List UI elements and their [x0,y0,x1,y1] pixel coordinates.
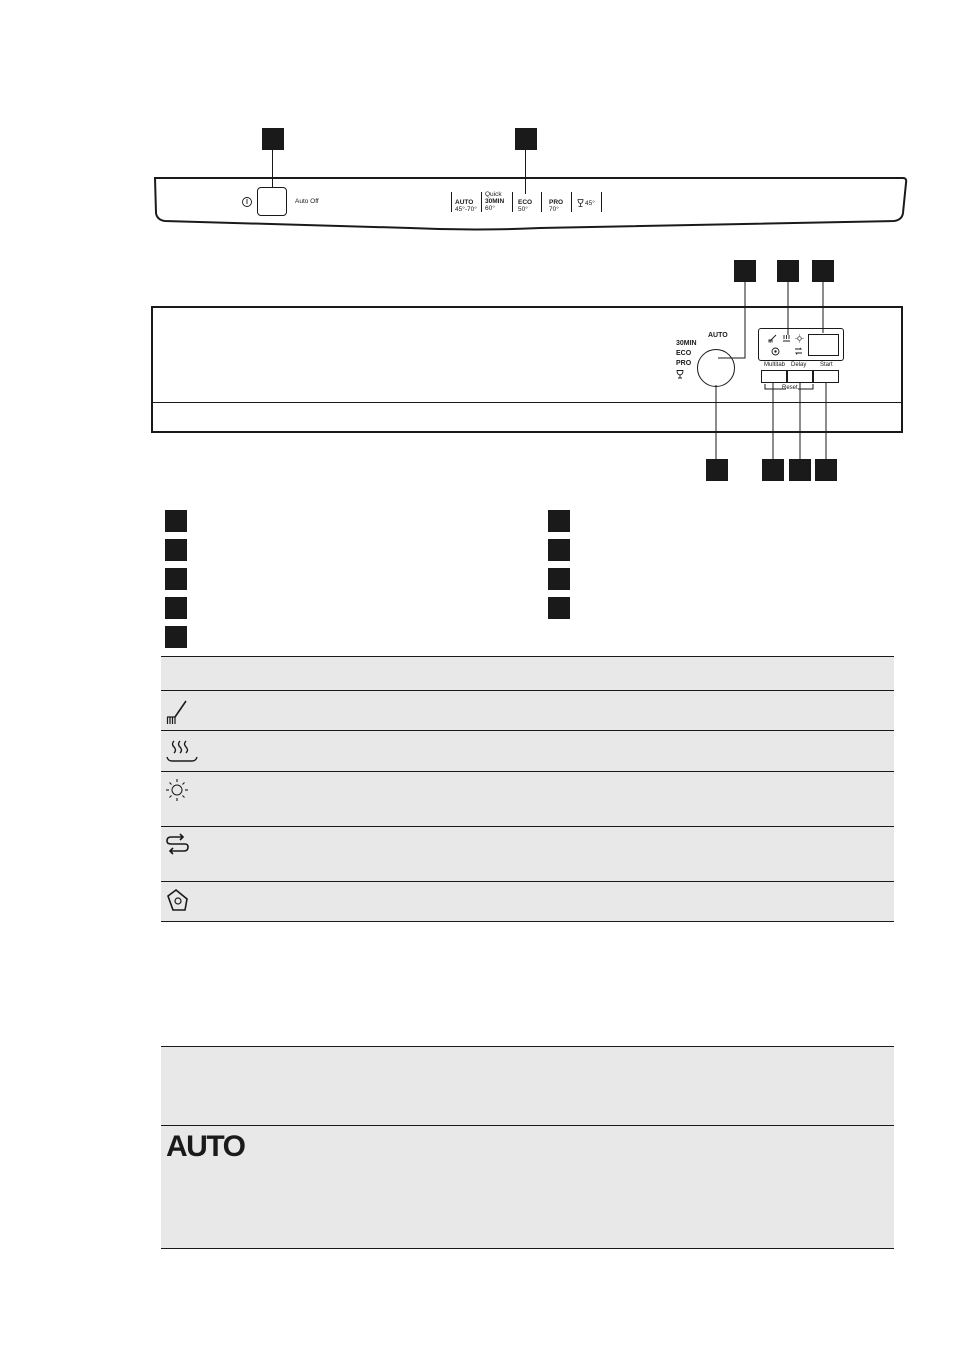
table-row-multitab [161,826,894,881]
dial-label-pro: PRO [676,360,692,367]
start-button[interactable] [813,370,839,383]
salt-icon [165,888,191,914]
brush-icon [768,334,777,343]
prog-extra: 60° [485,205,495,212]
dial-label-auto: AUTO [708,332,728,339]
drying-icon [782,334,791,343]
rinse-aid-icon [795,334,804,343]
legend-marker [165,626,187,648]
callout-marker-8 [789,459,811,481]
legend-marker [165,539,187,561]
brush-icon [165,697,191,725]
delay-button[interactable] [787,370,813,383]
callout-lines [0,0,954,500]
table-row-brush [161,690,894,730]
dial-label-eco: ECO [676,350,692,357]
table-header-row [161,656,894,690]
multitab-icon [165,833,191,859]
table-row-rinse-aid [161,771,894,826]
legend-marker [548,568,570,590]
prog-name: AUTO [455,199,474,206]
programme-header-row [161,1046,894,1125]
prog-detail: 50° [518,206,528,213]
delay-label: Delay [791,362,807,368]
prog-name: Quick [485,191,502,198]
callout-marker-6 [706,459,728,481]
legend-marker [165,568,187,590]
prog-name: PRO [549,199,564,206]
multitab-button[interactable] [761,370,787,383]
callout-marker-9 [815,459,837,481]
rinse-aid-icon [165,778,191,804]
table-row-salt [161,881,894,922]
callout-marker-7 [762,459,784,481]
multitab-label: Multitab [764,362,786,368]
programme-row-auto [161,1125,894,1249]
legend-marker [548,597,570,619]
multitab-icon [794,347,803,356]
prog-detail: 45°-70° [455,206,477,213]
prog-detail: 70° [549,206,559,213]
reset-label: Reset [782,385,798,391]
table-row-drying [161,730,894,771]
prog-detail: 45° [585,199,595,207]
auto-off-label: Auto Off [295,198,319,205]
legend-marker [165,597,187,619]
legend-marker [165,510,187,532]
legend-marker [548,539,570,561]
legend-marker [548,510,570,532]
drying-icon [165,737,199,765]
display [808,334,839,356]
prog-name: ECO [518,199,533,206]
salt-icon [771,347,780,356]
prog-detail: 30MIN [485,198,505,205]
auto-label: AUTO [166,1130,245,1163]
start-label: Start [820,362,833,368]
dial-label-30min: 30MIN [676,340,697,347]
